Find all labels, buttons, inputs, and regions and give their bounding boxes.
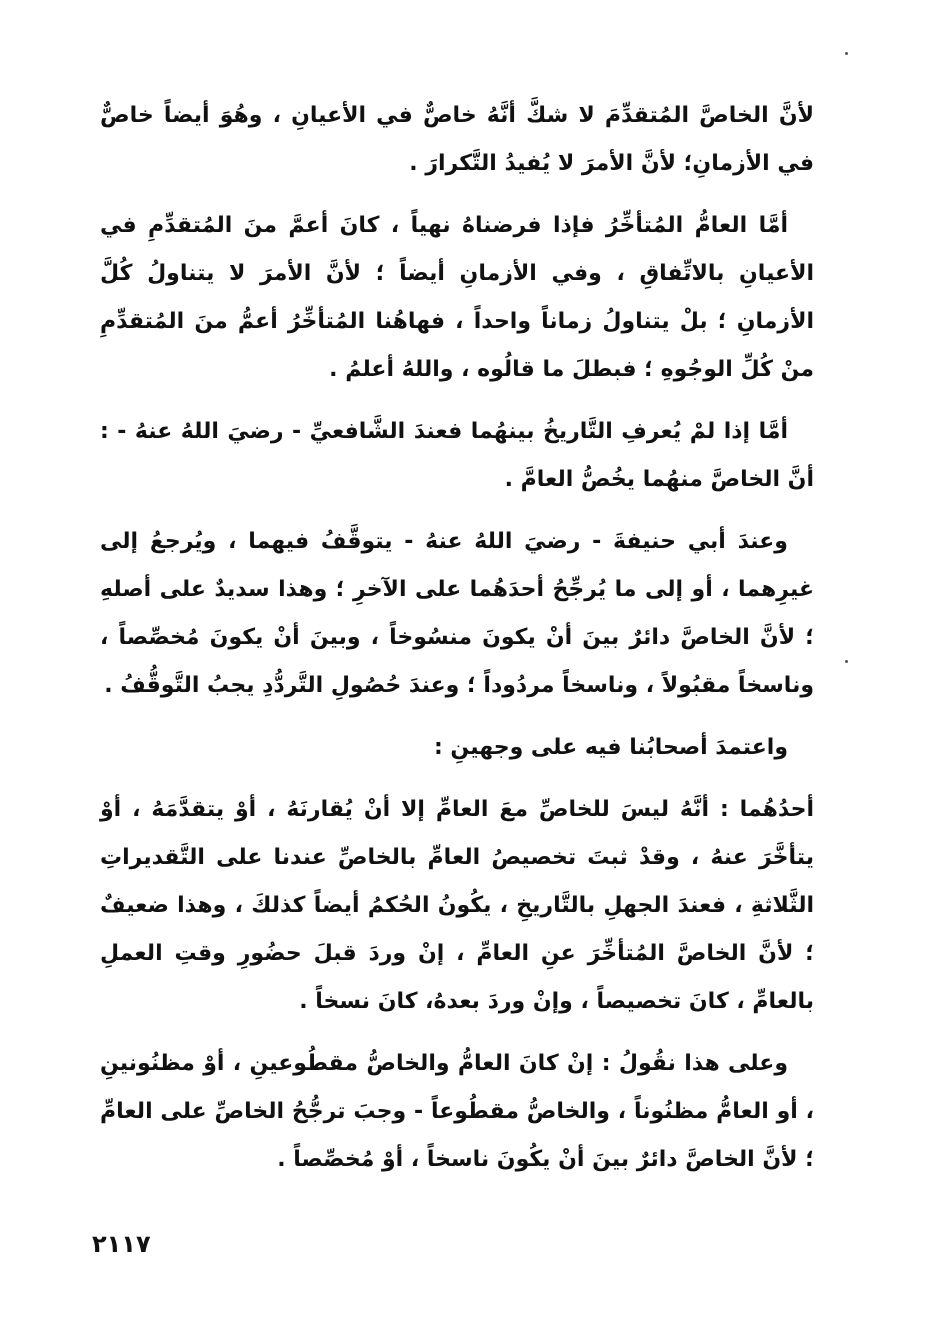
margin-dot xyxy=(845,660,848,663)
paragraph: أحدُهُما : أنَّهُ ليسَ للخاصِّ معَ العامِّ إلا أنْ يُقارنَهُ ، أوْ يتقدَّمَهُ ، أوْ يتأخَّرَ عنهُ ، وقدْ ثبتَ تخصيصُ العامِّ بالخاصِّ عندنا على التَّقديراتِ الثَّلاثةِ ، فعندَ الجهلِ بالتَّاريخِ ، يكُونُ الحُكمُ أيضاً كذلكَ ، وهذا ضعيفٌ ؛ لأنَّ الخاصَّ المُتأخِّرَ عنِ العامِّ ، إنْ وردَ قبلَ حضُورِ وقتِ العملِ بالعامِّ ، كانَ تخصيصاً ، وإنْ وردَ بعدهُ، كانَ نسخاً . xyxy=(100,797,814,1014)
paragraph: واعتمدَ أصحابُنا فيه على وجهينِ : xyxy=(433,735,788,760)
paragraph: وعلى هذا نقُولُ : إنْ كانَ العامُّ والخاصُّ مقطُوعينِ ، أوْ مظنُونينِ ، أو العامُّ مظنُوناً ، والخاصُّ مقطُوعاً - وجبَ ترجُّحُ الخاصِّ على العامِّ ؛ لأنَّ الخاصَّ دائرٌ بينَ أنْ يكُونَ ناسخاً ، أوْ مُخصِّصاً . xyxy=(100,1051,814,1172)
margin-dot xyxy=(845,52,848,55)
paragraph: أمَّا إذا لمْ يُعرفِ التَّاريخُ بينهُما فعندَ الشَّافعيِّ - رضيَ اللهُ عنهُ - : أنَّ الخاصَّ منهُما يخُصُّ العامَّ . xyxy=(100,419,814,492)
paragraph: لأنَّ الخاصَّ المُتقدِّمَ لا شكَّ أنَّهُ خاصٌّ في الأعيانِ ، وهُوَ أيضاً خاصٌّ في الأزمانِ؛ لأنَّ الأمرَ لا يُفيدُ التَّكرارَ . xyxy=(100,103,814,176)
paragraph: أمَّا العامُّ المُتأخِّرُ فإذا فرضناهُ نهياً ، كانَ أعمَّ منَ المُتقدِّمِ في الأعيانِ بالاتِّفاقِ ، وفي الأزمانِ أيضاً ؛ لأنَّ الأمرَ لا يتناولُ كُلَّ الأزمانِ ؛ بلْ يتناولُ زماناً واحداً ، فهاهُنا المُتأخِّرُ أعمُّ منَ المُتقدِّمِ منْ كُلِّ الوجُوهِ ؛ فبطلَ ما قالُوه ، واللهُ أعلمُ . xyxy=(100,213,814,382)
page-body-text xyxy=(100,92,814,1198)
paragraph: وعندَ أبي حنيفةَ - رضيَ اللهُ عنهُ - يتوقَّفُ فيهما ، ويُرجعُ إلى غيرِهما ، أو إلى ما يُرجِّحُ أحدَهُما على الآخرِ ؛ وهذا سديدٌ على أصلهِ ؛ لأنَّ الخاصَّ دائرٌ بينَ أنْ يكونَ منسُوخاً ، وبينَ أنْ يكونَ مُخصِّصاً ، وناسخاً مقبُولاً ، وناسخاً مردُوداً ؛ وعندَ حُصُولِ التَّردُّدِ يجبُ التَّوقُّفُ . xyxy=(100,529,814,698)
page-number: ٢١١٧ xyxy=(92,1230,151,1258)
